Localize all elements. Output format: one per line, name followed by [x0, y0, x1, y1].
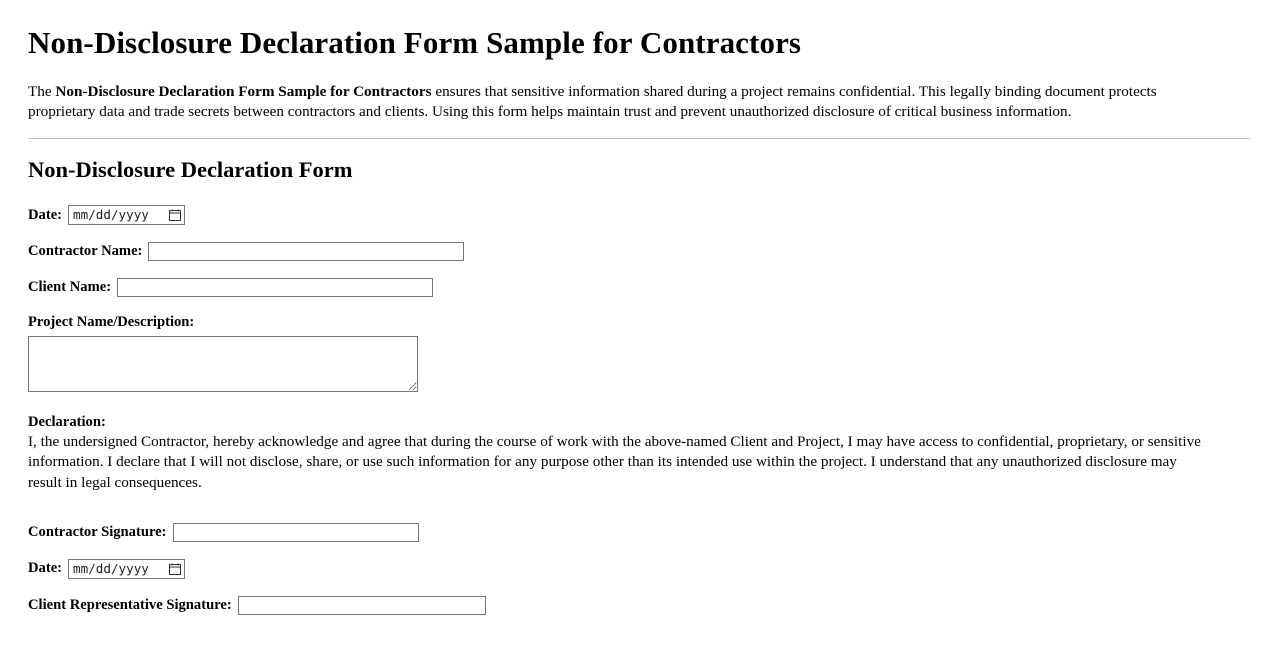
- intro-suffix: ensures that sensitive information shared during a project remains confidential. This legally binding document protects proprietary data and trade secrets between contractors and clients. Using this form helps maintain trust and prevent unauthorized disclosure of critical business information.: [28, 83, 1157, 121]
- field-row-contractor-name: [28, 242, 1250, 261]
- field-row-client-name: [28, 278, 1250, 297]
- date-input[interactable]: [68, 205, 185, 225]
- date-label: Date:: [28, 206, 63, 223]
- field-row-date: [28, 205, 1250, 225]
- declaration-label: Declaration:: [28, 414, 106, 431]
- field-row-signature-date: [28, 559, 1250, 579]
- signature-date-input-value: mm/dd/yyyy: [73, 560, 149, 576]
- intro-bold-title: Non-Disclosure Declaration Form Sample for Contractors: [55, 83, 432, 101]
- signature-date-input[interactable]: [68, 559, 185, 579]
- section-title: Non-Disclosure Declaration Form: [28, 157, 353, 183]
- contractor-signature-label: Contractor Signature:: [28, 523, 167, 540]
- calendar-icon[interactable]: [169, 563, 181, 575]
- contractor-name-label: Contractor Name:: [28, 243, 143, 260]
- calendar-icon[interactable]: [169, 209, 181, 221]
- date-input-value: mm/dd/yyyy: [73, 206, 149, 222]
- client-name-input[interactable]: [117, 278, 433, 297]
- page-title: Non-Disclosure Declaration Form Sample for Contractors: [28, 25, 802, 60]
- declaration-block: [28, 414, 1250, 493]
- client-name-label: Client Name:: [28, 279, 112, 296]
- horizontal-divider: [28, 138, 1250, 139]
- project-description-textarea[interactable]: [28, 336, 418, 392]
- intro-paragraph: [28, 82, 1223, 122]
- contractor-name-input[interactable]: [148, 242, 464, 261]
- intro-prefix: The: [28, 83, 56, 101]
- declaration-text: I, the undersigned Contractor, hereby acknowledge and agree that during the course of work with the above-named Client and Project, I may have access to confidential, proprietary, or sensitive information. I declare that I will not disclose, share, or use such information for any purpose other than its intended use within the project. I understand that any unauthorized disclosure may result in legal consequences.: [28, 433, 1201, 491]
- contractor-signature-input[interactable]: [173, 523, 419, 542]
- field-row-contractor-signature: [28, 523, 1250, 542]
- field-row-client-rep-signature: [28, 596, 1250, 615]
- project-label: Project Name/Description:: [28, 314, 195, 331]
- signature-date-label: Date:: [28, 560, 63, 577]
- client-rep-signature-input[interactable]: [238, 596, 486, 615]
- field-block-project: [28, 314, 1250, 392]
- client-rep-signature-label: Client Representative Signature:: [28, 596, 232, 613]
